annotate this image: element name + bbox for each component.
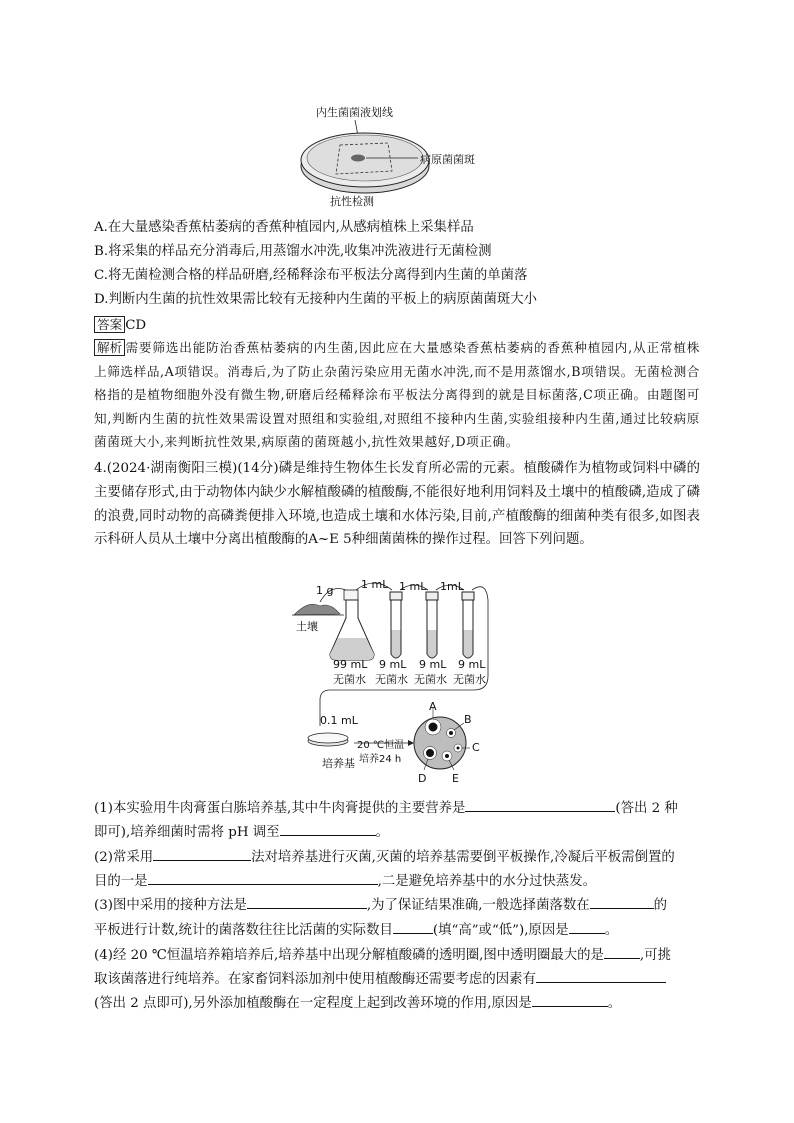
subq3-text-c: 的 [653, 898, 668, 913]
answer-blank[interactable] [393, 918, 433, 934]
subq3-text-b: ,为了保证结果准确,一般选择菌落数在 [366, 898, 590, 913]
subq3-line1 [94, 893, 667, 915]
subq3-text-e: (填“高”或“低”),原因是 [432, 923, 569, 938]
answer-blank[interactable] [465, 796, 615, 812]
answer-blank[interactable] [604, 943, 640, 959]
colony-c-label: C [472, 741, 480, 754]
subq1-text-b: (答出 2 种 [615, 801, 678, 816]
answer-blank[interactable] [247, 893, 367, 909]
vessel4-label: 无菌水 [453, 673, 486, 686]
subq3-line2 [94, 918, 618, 940]
subq2-text-b: 法对培养基进行灭菌,灭菌的培养基需要倒平板操作,冷凝后平板需倒置的 [251, 850, 675, 865]
soil-mass-label: 1 g [316, 584, 334, 597]
subq1-text-a: (1)本实验用牛肉膏蛋白胨培养基,其中牛肉膏提供的主要营养是 [94, 801, 466, 816]
option-a: A.在大量感染香蕉枯萎病的香蕉种植园内,从感病植株上采集样品 [94, 220, 474, 235]
medium-label: 培养基 [322, 757, 355, 770]
subq4-line3 [94, 991, 621, 1013]
transfer3-label: 1mL [440, 580, 464, 593]
answer-blank[interactable] [148, 869, 378, 885]
subq4-text-b: ,可挑 [639, 948, 671, 963]
vessel3-label: 无菌水 [414, 673, 447, 686]
vessel2-label: 无菌水 [375, 673, 408, 686]
colony-e-label: E [452, 772, 459, 785]
subq4-text-d: (答出 2 点即可),另外添加植酸酶在一定程度上起到改善环境的作用,原因是 [94, 996, 532, 1011]
subq2-text-c: 目的一是 [94, 874, 148, 889]
subq1-text-c: 即可),培养细菌时需将 pH 调至 [94, 825, 280, 840]
plating-volume-label: 0.1 mL [320, 714, 358, 727]
subq2-text-d: ,二是避免培养基中的水分过快蒸发。 [377, 874, 597, 889]
vessel4-volume: 9 mL [458, 658, 486, 671]
incubate-line1: 20 ℃恒温 [357, 740, 405, 751]
answer-blank[interactable] [280, 820, 376, 836]
vessel1-volume: 99 mL [333, 658, 368, 671]
answer-blank[interactable] [590, 893, 654, 909]
subq4-text-c: 取该菌落进行纯培养。在家畜饲料添加剂中使用植酸酶还需要考虑的因素有 [94, 972, 536, 987]
subq4-text-e: 。 [607, 996, 622, 1011]
analysis-block [94, 336, 700, 454]
question4-stem: 4.(2024·湖南衡阳三模)(14分)磷是维持生物体生长发育所必需的元素。植酸磷作为植物或饲料中磷的主要储存形式,由于动物体内缺少水解植酸磷的植酸酶,不能很好地利用饲料及土壤中的植酸磷,造成了磷的浪费,同时动物的高磷粪便排入环境,也造成土壤和水体污染,目前,产植酸酶的细菌种类有很多,如图表示科研人员从土壤中分离出植酸酶的A~E 5种细菌菌株的操作过程。回答下列问题。 [94, 461, 700, 548]
subq3-text-f: 。 [604, 923, 619, 938]
subq3-text-a: (3)图中采用的接种方法是 [94, 898, 247, 913]
option-c: C.将无菌检测合格的样品研磨,经稀释涂布平板法分离得到内生菌的单菌落 [94, 268, 528, 283]
analysis-text: 需要筛选出能防治香蕉枯萎病的内生菌,因此应在大量感染香蕉枯萎病的香蕉种植园内,从正常植株上筛选样品,A项错误。消毒后,为了防止杂菌污染应用无菌水冲洗,而不是用蒸馏水,B项错误。无菌检测合格指的是植物细胞外没有微生物,研磨后经稀释涂布平板法分离得到的就是目标菌落,C项正确。由题图可知,判断内生菌的抗性效果需设置对照组和实验组,对照组不接种内生菌,实验组接种内生菌,通过比较病原菌菌斑大小,来判断抗性效果,病原菌的菌斑越小,抗性效果越好,D项正确。 [94, 340, 700, 450]
figure1-right-label: 病原菌菌斑 [420, 153, 475, 166]
option-b: B.将采集的样品充分消毒后,用蒸馏水冲洗,收集冲洗液进行无菌检测 [94, 244, 492, 259]
subq1-text-d: 。 [375, 825, 389, 840]
soil-label: 土壤 [296, 620, 318, 633]
colony-b-label: B [464, 713, 472, 726]
vessel1-label: 无菌水 [333, 673, 366, 686]
answer-tag: 答案 [94, 316, 125, 333]
vessel3-volume: 9 mL [419, 658, 447, 671]
subq1-line2 [94, 820, 389, 842]
answer-blank[interactable] [153, 845, 251, 861]
subq4-text-a: (4)经 20 ℃恒温培养箱培养后,培养基中出现分解植酸磷的透明圈,图中透明圈最大的是 [94, 948, 604, 963]
answer-value: CD [125, 318, 147, 333]
subq2-line1 [94, 845, 675, 867]
incubate-line2: 培养24 h [359, 754, 402, 765]
subq3-text-d: 平板进行计数,统计的菌落数往往比活菌的实际数目 [94, 923, 393, 938]
figure1-caption: 抗性检测 [330, 195, 374, 208]
answer-blank[interactable] [532, 991, 608, 1007]
figure1-top-label: 内生菌菌液划线 [316, 106, 393, 119]
subq4-line1 [94, 943, 671, 965]
answer-blank[interactable] [569, 918, 605, 934]
option-d: D.判断内生菌的抗性效果需比较有无接种内生菌的平板上的病原菌菌斑大小 [94, 292, 538, 307]
vessel2-volume: 9 mL [379, 658, 407, 671]
subq2-text-a: (2)常采用 [94, 850, 154, 865]
colony-a-label: A [429, 700, 437, 713]
transfer2-label: 1 mL [399, 580, 427, 593]
answer-blank[interactable] [536, 967, 666, 983]
subq1-line1 [94, 796, 678, 818]
colony-d-label: D [418, 772, 427, 785]
analysis-tag: 解析 [94, 339, 125, 356]
transfer1-label: 1 mL [361, 578, 389, 591]
answer-line [94, 316, 146, 335]
subq4-line2 [94, 967, 666, 989]
subq2-line2 [94, 869, 596, 891]
